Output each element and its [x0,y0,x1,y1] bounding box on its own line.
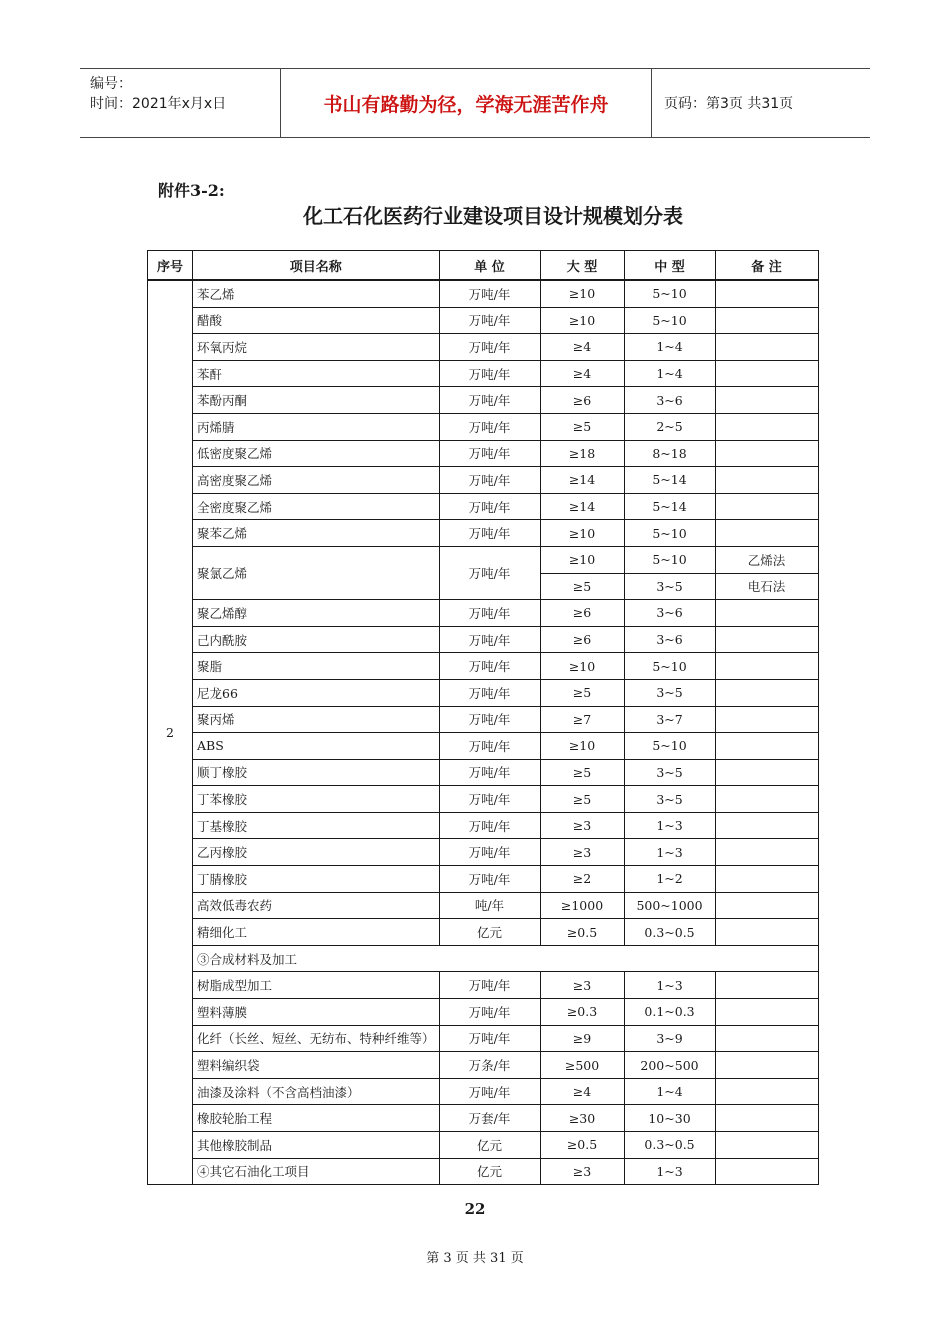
table-row [148,600,819,627]
pvc-unit: 万吨/年 [439,546,540,599]
item-unit: 万吨/年 [439,812,540,839]
item-large: ≥6 [540,600,624,627]
item-unit: 万吨/年 [439,653,540,680]
table-row [148,387,819,414]
item-large: ≥10 [540,653,624,680]
item-unit: 万吨/年 [439,1025,540,1052]
item-name: 聚丙烯 [193,706,440,733]
item-medium: 200~500 [624,1052,715,1079]
item-note [715,1025,818,1052]
pvc-note: 乙烯法 [715,546,818,573]
item-note [715,919,818,946]
item-medium: 5~10 [624,280,715,307]
item-large: ≥5 [540,413,624,440]
pvc-large: ≥10 [540,546,624,573]
item-name: 苯乙烯 [193,280,440,307]
section-row [148,945,819,972]
item-large: ≥10 [540,520,624,547]
item-unit: 万吨/年 [439,467,540,494]
item-large: ≥5 [540,786,624,813]
item-medium: 3~9 [624,1025,715,1052]
table-row [148,493,819,520]
item-name: 其他橡胶制品 [193,1132,440,1159]
item-unit: 万吨/年 [439,440,540,467]
header-seq: 序号 [148,251,193,281]
item-note [715,600,818,627]
item-unit: 万吨/年 [439,493,540,520]
item-note [715,520,818,547]
item-large: ≥4 [540,360,624,387]
item-note [715,892,818,919]
item-note [715,972,818,999]
item-name: 顺丁橡胶 [193,759,440,786]
table-row [148,1105,819,1132]
item-unit: 万吨/年 [439,626,540,653]
item-unit: 万吨/年 [439,334,540,361]
table-row [148,759,819,786]
item-large: ≥10 [540,307,624,334]
item-note [715,839,818,866]
item-large: ≥0.5 [540,1132,624,1159]
item-medium: 3~5 [624,759,715,786]
header-meta [80,69,281,137]
item-name: 环氧丙烷 [193,334,440,361]
table-row [148,520,819,547]
item-note [715,679,818,706]
table-row [148,892,819,919]
header-large: 大 型 [540,251,624,281]
item-unit: 万吨/年 [439,733,540,760]
item-medium: 2~5 [624,413,715,440]
table-row [148,812,819,839]
table-row [148,280,819,307]
item-large: ≥3 [540,1158,624,1185]
item-note [715,493,818,520]
page-footer: 第 3 页 共 31 页 [426,1251,524,1266]
item-unit: 万吨/年 [439,307,540,334]
item-medium: 1~4 [624,360,715,387]
item-name: 油漆及涂料（不含高档油漆） [193,1078,440,1105]
table-row [148,467,819,494]
item-large: ≥1000 [540,892,624,919]
item-unit: 万吨/年 [439,679,540,706]
item-unit: 万吨/年 [439,866,540,893]
item-medium: 3~6 [624,387,715,414]
table-row [148,839,819,866]
item-large: ≥4 [540,1078,624,1105]
item-unit: 万吨/年 [439,360,540,387]
item-large: ≥0.3 [540,999,624,1026]
item-unit: 万吨/年 [439,280,540,307]
pvc-note: 电石法 [715,573,818,600]
item-name: 塑料薄膜 [193,999,440,1026]
item-note [715,307,818,334]
item-large: ≥10 [540,733,624,760]
item-large: ≥14 [540,493,624,520]
table-row [148,999,819,1026]
item-unit: 万吨/年 [439,413,540,440]
item-unit: 万吨/年 [439,706,540,733]
pvc-name: 聚氯乙烯 [193,546,440,599]
item-name: 高效低毒农药 [193,892,440,919]
item-note [715,1105,818,1132]
item-medium: 1~3 [624,972,715,999]
item-note [715,653,818,680]
table-row [148,626,819,653]
header-medium: 中 型 [624,251,715,281]
pvc-medium: 3~5 [624,573,715,600]
item-medium: 5~10 [624,733,715,760]
header-unit: 单 位 [439,251,540,281]
item-name: 苯酐 [193,360,440,387]
table-row [148,653,819,680]
item-name: ④其它石油化工项目 [193,1158,440,1185]
item-note [715,440,818,467]
item-medium: 1~2 [624,866,715,893]
item-unit: 吨/年 [439,892,540,919]
item-unit: 万条/年 [439,1052,540,1079]
table-row [148,679,819,706]
item-large: ≥18 [540,440,624,467]
item-medium: 5~14 [624,493,715,520]
item-note [715,1132,818,1159]
item-name: 橡胶轮胎工程 [193,1105,440,1132]
section-heading: ③合成材料及加工 [193,945,819,972]
document-title: 化工石化医药行业建设项目设计规模划分表 [303,204,683,228]
item-note [715,626,818,653]
item-unit: 万吨/年 [439,759,540,786]
item-note [715,334,818,361]
item-note [715,360,818,387]
seq-number: 2 [148,280,193,1185]
table-row [148,706,819,733]
table-row [148,1078,819,1105]
attachment-label: 附件3-2: [158,181,225,200]
item-note [715,786,818,813]
item-large: ≥5 [540,759,624,786]
item-name: 乙丙橡胶 [193,839,440,866]
item-name: 高密度聚乙烯 [193,467,440,494]
header-note: 备 注 [715,251,818,281]
table-row [148,1158,819,1185]
table-row [148,440,819,467]
item-medium: 1~4 [624,1078,715,1105]
item-large: ≥9 [540,1025,624,1052]
item-unit: 亿元 [439,919,540,946]
table-row [148,866,819,893]
item-large: ≥5 [540,679,624,706]
time-label: 时间：2021年x月x日 [90,96,227,112]
page-header [80,68,870,138]
item-name: 丁苯橡胶 [193,786,440,813]
header-motto: 书山有路勤为径，学海无涯苦作舟 [281,69,652,137]
item-unit: 亿元 [439,1158,540,1185]
table-header-row [148,251,819,281]
scale-table [147,250,819,1185]
item-name: 丁基橡胶 [193,812,440,839]
item-note [715,733,818,760]
item-name: ABS [193,733,440,760]
item-unit: 万吨/年 [439,972,540,999]
item-unit: 万吨/年 [439,600,540,627]
item-name: 聚乙烯醇 [193,600,440,627]
item-medium: 8~18 [624,440,715,467]
item-large: ≥14 [540,467,624,494]
item-note [715,387,818,414]
item-medium: 3~5 [624,679,715,706]
item-name: 醋酸 [193,307,440,334]
item-medium: 0.3~0.5 [624,1132,715,1159]
item-medium: 1~3 [624,839,715,866]
item-medium: 0.3~0.5 [624,919,715,946]
code-label: 编号： [90,76,132,92]
item-name: 丙烯腈 [193,413,440,440]
item-note [715,1052,818,1079]
item-unit: 万吨/年 [439,520,540,547]
item-unit: 万吨/年 [439,839,540,866]
item-unit: 万吨/年 [439,999,540,1026]
item-medium: 0.1~0.3 [624,999,715,1026]
item-medium: 3~6 [624,600,715,627]
item-note [715,1078,818,1105]
table-row [148,413,819,440]
item-name: 化纤（长丝、短丝、无纺布、特种纤维等） [193,1025,440,1052]
scale-table-body [148,251,819,1185]
item-medium: 5~10 [624,653,715,680]
item-large: ≥10 [540,280,624,307]
item-unit: 亿元 [439,1132,540,1159]
page-number: 22 [464,1200,486,1218]
table-row [148,334,819,361]
item-name: 全密度聚乙烯 [193,493,440,520]
item-name: 塑料编织袋 [193,1052,440,1079]
item-note [715,759,818,786]
item-large: ≥30 [540,1105,624,1132]
item-large: ≥0.5 [540,919,624,946]
item-note [715,866,818,893]
item-unit: 万吨/年 [439,1078,540,1105]
item-medium: 1~4 [624,334,715,361]
table-row [148,1052,819,1079]
pvc-medium: 5~10 [624,546,715,573]
item-name: 丁腈橡胶 [193,866,440,893]
item-large: ≥3 [540,972,624,999]
item-medium: 3~5 [624,786,715,813]
header-name: 项目名称 [193,251,440,281]
table-row [148,1025,819,1052]
item-medium: 5~10 [624,307,715,334]
item-note [715,1158,818,1185]
item-name: 尼龙66 [193,679,440,706]
item-large: ≥500 [540,1052,624,1079]
item-name: 树脂成型加工 [193,972,440,999]
item-large: ≥7 [540,706,624,733]
pvc-large: ≥5 [540,573,624,600]
item-medium: 1~3 [624,812,715,839]
item-name: 聚脂 [193,653,440,680]
item-note [715,467,818,494]
item-name: 己内酰胺 [193,626,440,653]
item-unit: 万吨/年 [439,387,540,414]
item-note [715,280,818,307]
item-note [715,999,818,1026]
table-row [148,546,819,573]
item-name: 精细化工 [193,919,440,946]
item-medium: 3~6 [624,626,715,653]
item-large: ≥6 [540,387,624,414]
table-row [148,919,819,946]
item-large: ≥6 [540,626,624,653]
item-note [715,812,818,839]
item-medium: 1~3 [624,1158,715,1185]
table-row [148,360,819,387]
item-medium: 500~1000 [624,892,715,919]
item-unit: 万吨/年 [439,786,540,813]
item-large: ≥4 [540,334,624,361]
item-medium: 5~14 [624,467,715,494]
item-name: 低密度聚乙烯 [193,440,440,467]
item-name: 聚苯乙烯 [193,520,440,547]
table-row [148,733,819,760]
table-row [148,307,819,334]
table-row [148,1132,819,1159]
table-row [148,786,819,813]
item-large: ≥2 [540,866,624,893]
item-medium: 3~7 [624,706,715,733]
item-note [715,706,818,733]
table-row [148,972,819,999]
item-large: ≥3 [540,839,624,866]
item-note [715,413,818,440]
item-medium: 10~30 [624,1105,715,1132]
item-name: 苯酚丙酮 [193,387,440,414]
item-unit: 万套/年 [439,1105,540,1132]
header-page-info: 页码：第3页 共31页 [664,96,794,112]
item-large: ≥3 [540,812,624,839]
item-medium: 5~10 [624,520,715,547]
